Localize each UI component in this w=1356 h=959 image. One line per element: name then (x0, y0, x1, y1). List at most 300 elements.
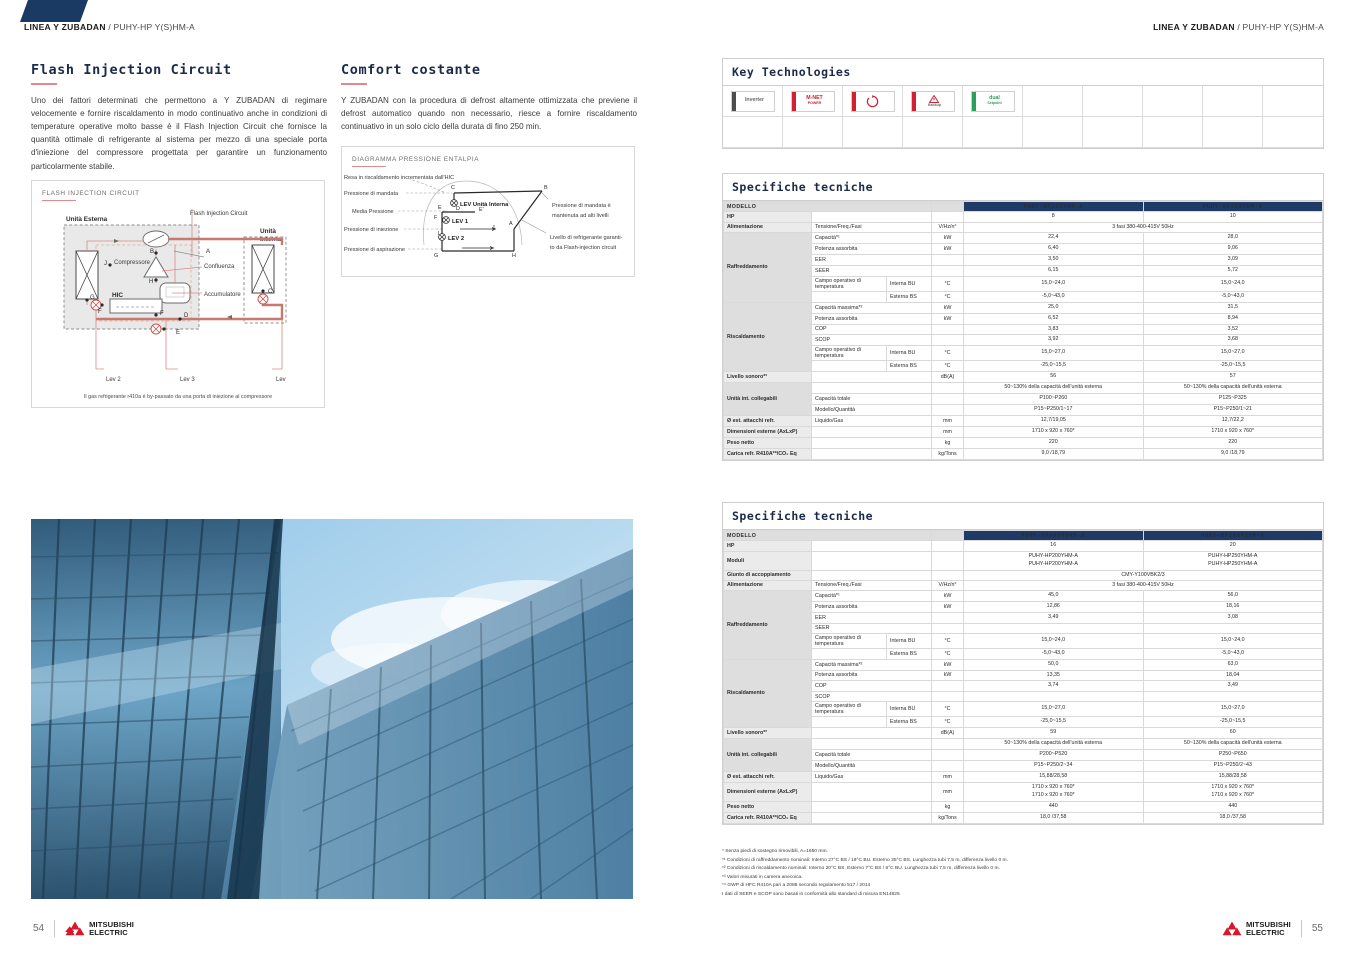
refresh-cycle-icon (866, 95, 879, 108)
building-photograph (31, 519, 633, 899)
row-value: PUHY-HP250YHM-A PUHY-HP250YHM-A (1143, 551, 1323, 570)
table-row (724, 801, 1323, 812)
row-sublabel: Capacità totale (812, 750, 932, 761)
row-label: Livello sonoro*³ (724, 372, 812, 383)
table-row (724, 372, 1323, 383)
spec-table-2-title: Specifiche tecniche (723, 503, 1323, 530)
row-value (1143, 623, 1323, 633)
svg-text:Confluenza: Confluenza (204, 264, 235, 271)
row-value: 3,68 (1143, 335, 1323, 346)
row-unit: kW (932, 670, 964, 681)
table-row (724, 783, 1323, 802)
backup-badge-sub: Backup (928, 103, 941, 107)
model-label-cell: MODELLO (724, 531, 932, 541)
table-row (724, 232, 1323, 243)
row-value (964, 623, 1143, 633)
row-sublabel-2: Esterna BS (887, 361, 932, 372)
kt-cell-empty[interactable] (1023, 117, 1083, 148)
running-head-model: / PUHY-HP Y(S)HM-A (105, 22, 195, 32)
mitsubishi-diamonds-icon (65, 920, 85, 937)
svg-text:Unità: Unità (260, 228, 276, 236)
row-unit: kW (932, 302, 964, 313)
svg-text:J: J (104, 261, 107, 268)
row-value: 1710 x 920 x 760* (1143, 427, 1323, 438)
row-value: 15,0~24,0 (1143, 276, 1323, 291)
row-sublabel (812, 648, 887, 659)
kt-cell-inverter[interactable] (723, 86, 783, 117)
svg-text:Flash Injection Circuit: Flash Injection Circuit (190, 211, 248, 218)
row-unit: dB(A) (932, 372, 964, 383)
row-label: Dimensioni esterne (AxLxP) (724, 783, 812, 802)
table-row (724, 612, 1323, 623)
key-technologies-grid-row2 (723, 117, 1323, 148)
section-comfort-costante (341, 62, 637, 133)
footnote-line: *³ Valori misurati in camera anecoica. (722, 874, 803, 880)
warning-triangle-icon (929, 95, 939, 103)
spec-table-1-container (722, 173, 1324, 461)
row-value: P100~P260 (964, 394, 1143, 405)
row-unit: °C (932, 361, 964, 372)
row-unit: mm (932, 772, 964, 783)
row-sublabel (812, 739, 932, 750)
figure-pressure-enthalpy (341, 146, 635, 277)
logo-wordmark-right (1246, 921, 1291, 936)
row-unit (932, 394, 964, 405)
kt-cell-dual-setpoint[interactable] (963, 86, 1023, 117)
row-value: 12,7/19,05 (964, 416, 1143, 427)
row-unit: kg (932, 801, 964, 812)
row-value: 56 (964, 372, 1143, 383)
section-title-comfort: Comfort costante (341, 62, 481, 78)
svg-text:HIC: HIC (112, 292, 124, 300)
svg-text:Livello di refrigerante garant: Livello di refrigerante garanti- (550, 235, 623, 242)
svg-text:Pressione di mandata: Pressione di mandata (344, 191, 399, 198)
row-unit: kg/Tons (932, 448, 964, 459)
row-unit: kW (932, 232, 964, 243)
table-row (724, 243, 1323, 254)
row-label: Moduli (724, 551, 812, 570)
row-unit: °C (932, 717, 964, 728)
row-sublabel: Campo operativo di temperatura (812, 346, 887, 361)
section-title-flash-injection: Flash Injection Circuit (31, 62, 232, 78)
corner-mark-decoration (20, 0, 88, 22)
figure1-title: FLASH INJECTION CIRCUIT (42, 190, 140, 197)
mitsubishi-electric-logo-left (65, 920, 134, 937)
row-value: 3,08 (1143, 612, 1323, 623)
row-value: 1710 x 920 x 760* 1710 x 920 x 760* (1143, 783, 1323, 802)
right-page-footer (1222, 920, 1323, 937)
figure2-title: DIAGRAMMA PRESSIONE ENTALPIA (352, 156, 480, 163)
row-unit (932, 405, 964, 416)
key-technologies-panel (722, 58, 1324, 149)
kt-cell-mnet-power[interactable] (783, 86, 843, 117)
svg-text:A: A (206, 249, 211, 256)
page-number-left: 54 (33, 923, 45, 934)
row-sublabel (812, 448, 932, 459)
mnet-badge-label: M-NET (806, 95, 823, 102)
row-label: Livello sonoro*³ (724, 728, 812, 739)
row-value: 8,94 (1143, 313, 1323, 324)
row-value: -5,0~43,0 (1143, 648, 1323, 659)
kt-cell-empty[interactable] (963, 117, 1023, 148)
running-head-right (1153, 22, 1324, 32)
table-row-model-header (724, 202, 1323, 212)
svg-text:C: C (451, 185, 455, 192)
row-unit: kg (932, 437, 964, 448)
row-sublabel: Potenza assorbita (812, 313, 932, 324)
svg-text:H: H (149, 279, 154, 286)
svg-text:Pressione di aspirazione: Pressione di aspirazione (344, 247, 405, 254)
table-row (724, 728, 1323, 739)
row-sublabel: Tensione/Freq./Fasi (812, 580, 932, 590)
row-sublabel (812, 717, 887, 728)
row-value: 3,92 (964, 335, 1143, 346)
row-unit: mm (932, 416, 964, 427)
row-sublabel: Campo operativo di temperatura (812, 633, 887, 648)
section-flash-injection (31, 62, 327, 173)
footnote-line: I dati di SEER e SCOP sono basati in conformità allo standard di misura EN14825 (722, 891, 900, 897)
inverter-badge-label: Inverter (744, 97, 765, 104)
table-row (724, 659, 1323, 670)
row-value: 3,49 (964, 612, 1143, 623)
row-group-label: Raffreddamento (724, 232, 812, 302)
row-unit: mm (932, 783, 964, 802)
row-value: 3,50 (964, 254, 1143, 265)
row-value: 63,0 (1143, 659, 1323, 670)
row-sublabel (812, 551, 932, 570)
svg-text:C: C (268, 289, 273, 296)
row-sublabel: Capacità massima*² (812, 659, 932, 670)
footnote-line: * Senza piedi di sostegno rimovibili, A=1650 mm. (722, 849, 828, 854)
row-sublabel-2: Interna BU (887, 633, 932, 648)
svg-text:G: G (434, 253, 439, 260)
table-row (724, 383, 1323, 394)
row-value: 5,72 (1143, 265, 1323, 276)
row-value: 57 (1143, 372, 1323, 383)
row-sublabel: Tensione/Freq./Fasi (812, 222, 932, 232)
mitsubishi-electric-logo-right (1222, 920, 1291, 937)
dual-setpoint-badge (971, 91, 1015, 112)
row-unit (932, 761, 964, 772)
row-value: PUHY-HP200YHM-A PUHY-HP200YHM-A (964, 551, 1143, 570)
row-unit (932, 551, 964, 570)
kt-cell-empty[interactable] (1083, 86, 1143, 117)
row-value: 25,0 (964, 302, 1143, 313)
mnet-badge-sub: POWER (807, 100, 822, 105)
row-value: P15~P250/2~34 (964, 761, 1143, 772)
row-sublabel: Liquido/Gas (812, 416, 932, 427)
svg-text:F: F (434, 215, 438, 222)
row-value (964, 692, 1143, 702)
row-unit: V/Hz/n° (932, 222, 964, 232)
table-row (724, 394, 1323, 405)
svg-text:Lev 3: Lev 3 (180, 377, 195, 384)
table-row (724, 739, 1323, 750)
table-row (724, 361, 1323, 372)
row-sublabel-2: Interna BU (887, 702, 932, 717)
kt-cell-empty[interactable] (1143, 117, 1203, 148)
row-value: 12,86 (964, 601, 1143, 612)
kt-cell-empty[interactable] (903, 117, 963, 148)
row-value: 18,0 /37,58 (1143, 812, 1323, 823)
logo-line-2: ELECTRIC (1245, 927, 1285, 937)
row-sublabel (812, 728, 932, 739)
row-unit (932, 265, 964, 276)
row-unit: dB(A) (932, 728, 964, 739)
row-unit: kW (932, 243, 964, 254)
row-value: 10 (1143, 212, 1323, 223)
row-value: 6,15 (964, 265, 1143, 276)
row-value: -25,0~15,5 (1143, 717, 1323, 728)
svg-text:I: I (438, 231, 440, 238)
logo-line-2: ELECTRIC (89, 927, 128, 937)
row-unit (932, 541, 964, 552)
footnote-line: *¹ Condizioni di raffreddamento nominali: Interno 27°C BS / 19°C BU. Esterno 35°C BS. Lunghezza tubi 7,5 m, differenza livello 0 m. (722, 857, 1008, 863)
row-sublabel (812, 570, 932, 580)
kt-cell-empty[interactable] (1263, 86, 1323, 117)
row-value: 15,88/28,58 (1143, 772, 1323, 783)
table-row (724, 313, 1323, 324)
kt-cell-empty[interactable] (843, 117, 903, 148)
row-group-label: Riscaldamento (724, 659, 812, 728)
row-sublabel (812, 372, 932, 383)
model-name-cell: PUHY-HP200YHM-A (964, 202, 1143, 212)
row-value: 220 (964, 437, 1143, 448)
table-row (724, 254, 1323, 265)
row-value: 440 (1143, 801, 1323, 812)
row-sublabel-2: Esterna BS (887, 717, 932, 728)
kt-cell-empty[interactable] (1203, 117, 1263, 148)
kt-cell-empty[interactable] (1023, 86, 1083, 117)
row-value: -5,0~43,0 (964, 291, 1143, 302)
svg-text:E: E (438, 205, 442, 212)
row-label: Ø est. attacchi refr. (724, 772, 812, 783)
row-group-label: Unità int. collegabili (724, 383, 812, 416)
svg-text:Compressore: Compressore (114, 260, 151, 267)
backup-badge (911, 91, 955, 112)
row-unit: kW (932, 601, 964, 612)
figure-flash-injection-circuit (31, 180, 325, 408)
row-sublabel (812, 541, 932, 552)
row-value: 9,0 /18,79 (1143, 448, 1323, 459)
row-unit (932, 692, 964, 702)
table-row (724, 761, 1323, 772)
section-body-flash-injection: Uno dei fattori determinati che permettono a Y ZUBADAN di regimare velocemente e fornire riscaldamento in modo continuativo anche in condizioni di temperature operative molto basse è il Flash Injection Circuit che fornisce la quantità ottimale di refrigerante al sistema per mezzo di una speciale porta d'iniezione del compressore progettata per garantire un funzionamento particolarmente stabile. (31, 96, 327, 171)
svg-text:D: D (184, 313, 189, 320)
row-unit (932, 570, 964, 580)
mnet-power-badge (791, 91, 835, 112)
row-value: 15,0~24,0 (1143, 633, 1323, 648)
row-label: Peso netto (724, 801, 812, 812)
row-sublabel: COP (812, 681, 932, 692)
kt-cell-defrost-cycle[interactable] (843, 86, 903, 117)
row-unit (932, 623, 964, 633)
row-label: Giunto di accoppiamento (724, 570, 812, 580)
row-value: 15,0~27,0 (964, 346, 1143, 361)
table-row (724, 623, 1323, 633)
row-value: 9,0 /18,79 (964, 448, 1143, 459)
row-label: Peso netto (724, 437, 812, 448)
row-value: 20 (1143, 541, 1323, 552)
row-value: P125~P325 (1143, 394, 1323, 405)
row-value: 56,0 (1143, 590, 1323, 601)
row-value: 18,16 (1143, 601, 1323, 612)
row-sublabel-2: Esterna BS (887, 648, 932, 659)
kt-cell-empty[interactable] (1083, 117, 1143, 148)
row-unit: kW (932, 590, 964, 601)
running-head-left (24, 22, 195, 32)
row-value: 12,7/22,2 (1143, 416, 1323, 427)
svg-text:mantenuta ad alti livelli: mantenuta ad alti livelli (552, 213, 609, 220)
row-group-label: Riscaldamento (724, 302, 812, 372)
dual-badge-label: dual (989, 95, 1000, 102)
row-sublabel (812, 212, 932, 223)
table-row (724, 772, 1323, 783)
svg-text:G: G (90, 295, 95, 302)
kt-cell-empty[interactable] (783, 117, 843, 148)
row-value: 440 (964, 801, 1143, 812)
spec-table-1-title: Specifiche tecniche (723, 174, 1323, 201)
row-value: 13,35 (964, 670, 1143, 681)
table-row (724, 265, 1323, 276)
row-sublabel (812, 812, 932, 823)
table-row (724, 276, 1323, 291)
row-unit (932, 681, 964, 692)
row-unit (932, 612, 964, 623)
svg-text:D: D (456, 206, 460, 213)
row-value: 3,83 (964, 324, 1143, 335)
row-label: Alimentazione (724, 222, 812, 232)
table-row (724, 324, 1323, 335)
row-sublabel: Capacità massima*² (812, 302, 932, 313)
row-label: Carica refr. R410A**/CO₂ Eq (724, 448, 812, 459)
row-value: 1710 x 920 x 760* 1710 x 920 x 760* (964, 783, 1143, 802)
row-value: 1710 x 920 x 760* (964, 427, 1143, 438)
kt-cell-empty[interactable] (1263, 117, 1323, 148)
svg-text:Interna: Interna (260, 236, 282, 244)
row-label: HP (724, 541, 812, 552)
spec-table-2-container (722, 502, 1324, 825)
row-value: 8 (964, 212, 1143, 223)
table-row (724, 437, 1323, 448)
table-row (724, 812, 1323, 823)
table-row (724, 291, 1323, 302)
row-sublabel: Capacità*¹ (812, 590, 932, 601)
model-spacer-cell (932, 531, 964, 541)
row-value: 3,49 (1143, 681, 1323, 692)
row-value: 50~130% della capacità dell'unità esterna (1143, 383, 1323, 394)
row-value-span: 3 fasi 380-400-415V 50Hz (964, 222, 1323, 232)
row-sublabel: EER (812, 254, 932, 265)
row-value: 22,4 (964, 232, 1143, 243)
table-row (724, 335, 1323, 346)
row-unit: °C (932, 276, 964, 291)
kt-cell-backup[interactable] (903, 86, 963, 117)
spec-table-1 (723, 201, 1323, 460)
inverter-badge (731, 91, 775, 112)
row-sublabel-2: Interna BU (887, 346, 932, 361)
logo-line-1: MITSUBISHI (1245, 919, 1291, 929)
row-value-span: 3 fasi 380-400-415V 50Hz (964, 580, 1323, 590)
row-label: Ø est. attacchi refr. (724, 416, 812, 427)
table-row (724, 717, 1323, 728)
row-unit (932, 335, 964, 346)
row-value: -25,0~15,5 (1143, 361, 1323, 372)
row-sublabel: SCOP (812, 335, 932, 346)
row-value: 50,0 (964, 659, 1143, 670)
row-value: 9,06 (1143, 243, 1323, 254)
row-value: 31,5 (1143, 302, 1323, 313)
svg-text:Lev: Lev (276, 377, 286, 384)
svg-text:LEV 2: LEV 2 (448, 236, 465, 243)
row-value: P15~P250/1~17 (964, 405, 1143, 416)
row-value: 15,0~27,0 (1143, 702, 1323, 717)
footer-divider (1301, 920, 1302, 937)
kt-cell-empty[interactable] (723, 117, 783, 148)
model-spacer-cell (932, 202, 964, 212)
row-value: 6,40 (964, 243, 1143, 254)
row-value: 15,0~27,0 (964, 702, 1143, 717)
svg-text:F: F (160, 311, 164, 318)
table-row (724, 570, 1323, 580)
right-page (678, 0, 1356, 959)
table-row (724, 346, 1323, 361)
svg-text:Resa in riscaldamento incremen: Resa in riscaldamento incrementata dall'HIC (344, 175, 455, 182)
row-unit: °C (932, 702, 964, 717)
title-rule (341, 83, 367, 85)
row-value: 16 (964, 541, 1143, 552)
row-sublabel: Campo operativo di temperatura (812, 276, 887, 291)
row-unit (932, 254, 964, 265)
row-value: -25,0~15,5 (964, 361, 1143, 372)
row-unit (932, 324, 964, 335)
table-row (724, 681, 1323, 692)
row-value: P15~P250/2~43 (1143, 761, 1323, 772)
row-value: P200~P520 (964, 750, 1143, 761)
row-label: Dimensioni esterne (AxLxP) (724, 427, 812, 438)
table-row (724, 601, 1323, 612)
row-unit: °C (932, 291, 964, 302)
row-value: P15~P250/1~21 (1143, 405, 1323, 416)
spec-table-1-body (724, 202, 1323, 460)
row-sublabel-2: Esterna BS (887, 291, 932, 302)
row-value: P250~P650 (1143, 750, 1323, 761)
running-head-model: / PUHY-HP Y(S)HM-A (1234, 22, 1324, 32)
kt-cell-empty[interactable] (1203, 86, 1263, 117)
running-head-brand: LINEA Y ZUBADAN (1153, 22, 1235, 32)
flash-injection-schematic (32, 201, 326, 387)
svg-text:Pressione di iniezione: Pressione di iniezione (344, 227, 399, 234)
spec-table-2-body (724, 531, 1323, 824)
table-row (724, 750, 1323, 761)
model-name-cell: PUHY-HP250YHM-A (1143, 202, 1323, 212)
key-technologies-grid (723, 86, 1323, 117)
table-row (724, 670, 1323, 681)
row-value: -5,0~43,0 (964, 648, 1143, 659)
defrost-cycle-badge (851, 91, 895, 112)
row-group-label: Raffreddamento (724, 590, 812, 659)
svg-text:B: B (544, 185, 548, 192)
table-row (724, 405, 1323, 416)
figure1-caption: Il gas refrigerante r410a è by-passato da una porta di iniezione al compressore (83, 394, 273, 400)
kt-cell-empty[interactable] (1143, 86, 1203, 117)
svg-text:E': E' (479, 207, 484, 214)
row-unit (932, 383, 964, 394)
row-value: 3,09 (1143, 254, 1323, 265)
svg-text:Media Pressione: Media Pressione (352, 209, 394, 216)
row-unit: kg/Tons (932, 812, 964, 823)
svg-text:Lev 2: Lev 2 (106, 377, 121, 384)
